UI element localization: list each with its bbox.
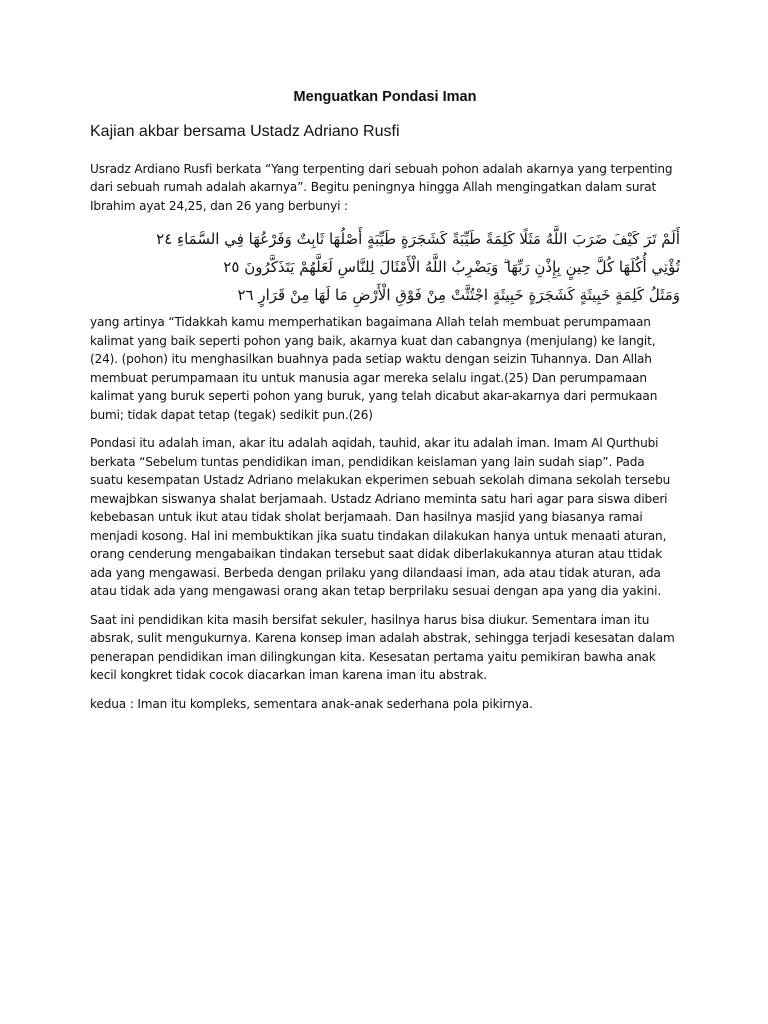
pondasi-paragraph: Pondasi itu adalah iman, akar itu adalah aqidah, tauhid, akar itu adalah iman. Imam Al Qurthubi berkata “Sebelum tuntas pendidikan iman, pendidikan keislaman yang lain sudah siap”. Pada suatu kesempatan Ustadz Adriano melakukan ekperimen sebuah sekolah dimana sekolah tersebu mewajbkan siswanya shalat berjamaah. Ustadz Adriano meminta satu hari agar para siswa diberi kebebasan untuk ikut atau tidak sholat berjamaah. Dan hasilnya masjid yang biasanya ramai menjadi kosong. Hal ini membuktikan jika suatu tindakan dilakukan hanya untuk menaati aturan, orang cenderung mengabaikan tindakan tersebut saat didak diberlakukannya aturan atau ttidak ada yang mengawasi. Berbeda dengan prilaku yang dilandaasi iman, ada atau tidak aturan, ada atau tidak ada yang mengawasi orang akan tetap berprilaku sesuai dengan apa yang dia yakini. bbox=[90, 436, 671, 599]
intro-paragraph: Usradz Ardiano Rusfi berkata “Yang terpenting dari sebuah pohon adalah akarnya yang terpenting dari sebuah rumah adalah akarnya”. Begitu peningnya hingga Allah mengingatkan dalam surat Ibrahim ayat 24,25, dan 26 yang berbunyi : bbox=[90, 161, 673, 213]
document-page bbox=[90, 88, 680, 723]
kedua-paragraph: kedua : Iman itu kompleks, sementara anak-anak sederhana pola pikirnya. bbox=[90, 696, 533, 711]
arabic-verse-26: وَمَثَلُ كَلِمَةٍ خَبِيثَةٍ كَشَجَرَةٍ خَبِيثَةٍ اجْتُثَّتْ مِنْ فَوْقِ الْأَرْضِ مَا لَهَا مِنْ قَرَارٍ ٢٦ bbox=[237, 286, 680, 305]
arabic-verse-24: أَلَمْ تَرَ كَيْفَ ضَرَبَ اللَّهُ مَثَلًا كَلِمَةً طَيِّبَةً كَشَجَرَةٍ طَيِّبَةٍ أَصْلُهَا ثَابِتٌ وَفَرْعُهَا فِي السَّمَاءِ ٢٤ bbox=[156, 230, 680, 249]
page-subtitle: Kajian akbar bersama Ustadz Adriano Rusfi bbox=[90, 122, 400, 140]
translation-paragraph: yang artinya “Tidakkah kamu memperhatikan bagaimana Allah telah membuat perumpamaan kalimat yang baik seperti pohon yang baik, akarnya kuat dan cabangnya (menjulang) ke langit,(24). (pohon) itu menghasilkan buahnya pada setiap waktu dengan seizin Tuhannya. Dan Allah membuat perumpamaan itu untuk manusia agar mereka selalu ingat.(25) Dan perumpamaan kalimat yang buruk seperti pohon yang buruk, yang telah dicabut akar-akarnya dari permukaan bumi; tidak dapat tetap (tegak) sedikit pun.(26) bbox=[90, 315, 658, 422]
sekuler-paragraph: Saat ini pendidikan kita masih bersifat sekuler, hasilnya harus bisa diukur. Sementara iman itu absrak, sulit mengukurnya. Karena konsep iman adalah abstrak, sehingga terjadi kesesatan dalam penerapan pendidikan iman dilingkungan kita. Kesesatan pertama yaitu pemikiran bawha anak kecil kongkret tidak cocok diacarkan iman karena iman itu abstrak. bbox=[90, 612, 675, 683]
arabic-verses bbox=[90, 225, 680, 309]
page-title: Menguatkan Pondasi Iman bbox=[293, 89, 477, 105]
arabic-verse-25: تُؤْتِي أُكُلَهَا كُلَّ حِينٍ بِإِذْنِ رَبِّهَا ۗ وَيَضْرِبُ اللَّهُ الْأَمْثَالَ لِلنَّاسِ لَعَلَّهُمْ يَتَذَكَّرُونَ ٢٥ bbox=[223, 258, 680, 277]
